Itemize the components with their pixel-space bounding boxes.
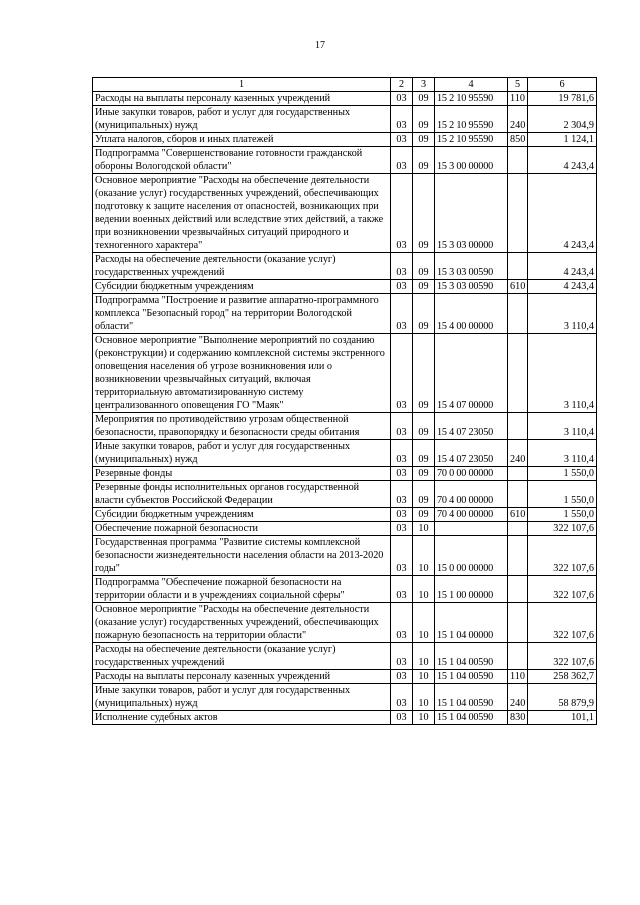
row-name-cell: Исполнение судебных актов	[93, 711, 391, 725]
row-subsection-cell: 09	[413, 294, 435, 334]
row-name-cell: Государственная программа "Развитие системы комплексной безопасности жизнедеятельности населения области на 2013-2020 годы"	[93, 536, 391, 576]
row-target-article-cell: 15 3 03 00590	[435, 253, 508, 280]
column-header-name: 1	[93, 78, 391, 92]
row-expense-type-cell: 610	[508, 280, 528, 294]
row-amount-cell: 322 107,6	[528, 576, 597, 603]
row-target-article-cell: 15 0 00 00000	[435, 536, 508, 576]
row-target-article-cell: 15 1 04 00590	[435, 643, 508, 670]
row-subsection-cell: 09	[413, 413, 435, 440]
row-subsection-cell: 10	[413, 603, 435, 643]
row-target-article-cell: 15 1 04 00590	[435, 711, 508, 725]
row-subsection-cell: 09	[413, 467, 435, 481]
row-name-cell: Мероприятия по противодействию угрозам общественной безопасности, правопорядку и безопасности среды обитания	[93, 413, 391, 440]
row-section-cell: 03	[391, 508, 413, 522]
row-expense-type-cell: 110	[508, 670, 528, 684]
row-section-cell: 03	[391, 413, 413, 440]
row-expense-type-cell	[508, 147, 528, 174]
row-section-cell: 03	[391, 603, 413, 643]
row-section-cell: 03	[391, 133, 413, 147]
row-expense-type-cell: 240	[508, 106, 528, 133]
row-amount-cell: 1 550,0	[528, 508, 597, 522]
row-target-article-cell: 70 4 00 00000	[435, 508, 508, 522]
row-name-cell: Расходы на обеспечение деятельности (оказание услуг) государственных учреждений	[93, 643, 391, 670]
table-row	[93, 508, 597, 522]
row-subsection-cell: 09	[413, 133, 435, 147]
row-expense-type-cell	[508, 294, 528, 334]
row-expense-type-cell	[508, 536, 528, 576]
row-subsection-cell: 09	[413, 253, 435, 280]
table-row	[93, 147, 597, 174]
row-amount-cell: 322 107,6	[528, 522, 597, 536]
row-name-cell: Расходы на выплаты персоналу казенных учреждений	[93, 670, 391, 684]
row-amount-cell: 4 243,4	[528, 174, 597, 253]
row-expense-type-cell: 240	[508, 440, 528, 467]
column-header-amount: 6	[528, 78, 597, 92]
row-expense-type-cell	[508, 643, 528, 670]
row-name-cell: Основное мероприятие "Расходы на обеспечение деятельности (оказание услуг) государственных учреждений, обеспечивающих пожарную безопасность на территории области"	[93, 603, 391, 643]
row-target-article-cell: 70 0 00 00000	[435, 467, 508, 481]
column-header-section: 2	[391, 78, 413, 92]
table-row	[93, 603, 597, 643]
row-amount-cell: 322 107,6	[528, 536, 597, 576]
table-row	[93, 481, 597, 508]
row-target-article-cell: 15 3 00 00000	[435, 147, 508, 174]
row-name-cell: Подпрограмма "Построение и развитие аппаратно-программного комплекса "Безопасный город" на территории Вологодской области"	[93, 294, 391, 334]
row-target-article-cell: 15 1 04 00590	[435, 670, 508, 684]
row-section-cell: 03	[391, 334, 413, 413]
table-row	[93, 413, 597, 440]
row-subsection-cell: 09	[413, 481, 435, 508]
column-header-subsection: 3	[413, 78, 435, 92]
table-row	[93, 522, 597, 536]
row-expense-type-cell: 240	[508, 684, 528, 711]
row-name-cell: Подпрограмма "Обеспечение пожарной безопасности на территории области и в учреждениях социальной сферы"	[93, 576, 391, 603]
row-target-article-cell: 15 2 10 95590	[435, 92, 508, 106]
row-section-cell: 03	[391, 711, 413, 725]
row-name-cell: Расходы на выплаты персоналу казенных учреждений	[93, 92, 391, 106]
row-amount-cell: 3 110,4	[528, 440, 597, 467]
row-amount-cell: 1 550,0	[528, 467, 597, 481]
row-expense-type-cell	[508, 334, 528, 413]
table-row	[93, 133, 597, 147]
row-subsection-cell: 09	[413, 334, 435, 413]
table-row	[93, 440, 597, 467]
table-row	[93, 92, 597, 106]
row-subsection-cell: 09	[413, 174, 435, 253]
row-subsection-cell: 10	[413, 536, 435, 576]
row-name-cell: Расходы на обеспечение деятельности (оказание услуг) государственных учреждений	[93, 253, 391, 280]
row-target-article-cell: 15 3 03 00590	[435, 280, 508, 294]
row-amount-cell: 3 110,4	[528, 334, 597, 413]
row-section-cell: 03	[391, 522, 413, 536]
row-section-cell: 03	[391, 106, 413, 133]
row-expense-type-cell: 830	[508, 711, 528, 725]
column-header-expense-type: 5	[508, 78, 528, 92]
row-section-cell: 03	[391, 174, 413, 253]
row-name-cell: Обеспечение пожарной безопасности	[93, 522, 391, 536]
row-target-article-cell: 15 4 07 23050	[435, 440, 508, 467]
row-amount-cell: 4 243,4	[528, 280, 597, 294]
row-subsection-cell: 10	[413, 576, 435, 603]
header-row	[93, 78, 597, 92]
row-name-cell: Уплата налогов, сборов и иных платежей	[93, 133, 391, 147]
row-amount-cell: 1 124,1	[528, 133, 597, 147]
row-amount-cell: 4 243,4	[528, 253, 597, 280]
table-row	[93, 467, 597, 481]
row-section-cell: 03	[391, 536, 413, 576]
row-subsection-cell: 09	[413, 106, 435, 133]
table-row	[93, 711, 597, 725]
row-target-article-cell: 15 2 10 95590	[435, 106, 508, 133]
row-target-article-cell: 15 1 00 00000	[435, 576, 508, 603]
row-name-cell: Основное мероприятие "Выполнение мероприятий по созданию (реконструкции) и содержанию комплексной системы экстренного оповещения населения об угрозе возникновения или о возникновении чрезвычайных ситуаций, включая территориальную автоматизированную систему централизованного оповещения ГО "Маяк"	[93, 334, 391, 413]
row-amount-cell: 3 110,4	[528, 294, 597, 334]
row-amount-cell: 322 107,6	[528, 643, 597, 670]
table-row	[93, 684, 597, 711]
row-subsection-cell: 09	[413, 508, 435, 522]
row-amount-cell: 258 362,7	[528, 670, 597, 684]
table-row	[93, 536, 597, 576]
row-section-cell: 03	[391, 643, 413, 670]
table-row	[93, 643, 597, 670]
row-name-cell: Иные закупки товаров, работ и услуг для государственных (муниципальных) нужд	[93, 106, 391, 133]
row-amount-cell: 2 304,9	[528, 106, 597, 133]
row-section-cell: 03	[391, 440, 413, 467]
row-target-article-cell: 15 4 00 00000	[435, 294, 508, 334]
row-subsection-cell: 09	[413, 92, 435, 106]
row-expense-type-cell	[508, 253, 528, 280]
row-expense-type-cell: 110	[508, 92, 528, 106]
row-amount-cell: 58 879,9	[528, 684, 597, 711]
row-amount-cell: 1 550,0	[528, 481, 597, 508]
row-target-article-cell: 15 1 04 00000	[435, 603, 508, 643]
row-expense-type-cell	[508, 576, 528, 603]
row-name-cell: Основное мероприятие "Расходы на обеспечение деятельности (оказание услуг) государственных учреждений, обеспечивающих подготовку к защите населения от опасностей, возникающих при ведении военных действий или вследствие этих действий, а также при возникновении чрезвычайных ситуаций природного и техногенного характера"	[93, 174, 391, 253]
table-row	[93, 670, 597, 684]
row-amount-cell: 3 110,4	[528, 413, 597, 440]
budget-table	[92, 77, 597, 725]
row-section-cell: 03	[391, 253, 413, 280]
row-subsection-cell: 10	[413, 670, 435, 684]
row-expense-type-cell	[508, 522, 528, 536]
row-section-cell: 03	[391, 294, 413, 334]
row-section-cell: 03	[391, 280, 413, 294]
row-expense-type-cell	[508, 467, 528, 481]
row-target-article-cell: 15 4 07 23050	[435, 413, 508, 440]
row-section-cell: 03	[391, 467, 413, 481]
table-row	[93, 334, 597, 413]
table-row	[93, 576, 597, 603]
table-row	[93, 174, 597, 253]
row-expense-type-cell	[508, 481, 528, 508]
row-amount-cell: 4 243,4	[528, 147, 597, 174]
table-row	[93, 253, 597, 280]
row-section-cell: 03	[391, 576, 413, 603]
row-target-article-cell: 15 4 07 00000	[435, 334, 508, 413]
row-subsection-cell: 09	[413, 147, 435, 174]
row-section-cell: 03	[391, 670, 413, 684]
row-amount-cell: 101,1	[528, 711, 597, 725]
table-row	[93, 280, 597, 294]
row-target-article-cell: 15 1 04 00590	[435, 684, 508, 711]
row-section-cell: 03	[391, 481, 413, 508]
table-row	[93, 106, 597, 133]
page-number: 17	[315, 40, 325, 51]
row-target-article-cell	[435, 522, 508, 536]
row-expense-type-cell	[508, 603, 528, 643]
row-target-article-cell: 70 4 00 00000	[435, 481, 508, 508]
table-body	[93, 92, 597, 725]
row-expense-type-cell: 850	[508, 133, 528, 147]
row-subsection-cell: 10	[413, 684, 435, 711]
row-amount-cell: 322 107,6	[528, 603, 597, 643]
row-expense-type-cell	[508, 174, 528, 253]
row-section-cell: 03	[391, 92, 413, 106]
row-target-article-cell: 15 3 03 00000	[435, 174, 508, 253]
row-name-cell: Иные закупки товаров, работ и услуг для государственных (муниципальных) нужд	[93, 684, 391, 711]
row-subsection-cell: 09	[413, 280, 435, 294]
row-section-cell: 03	[391, 684, 413, 711]
row-subsection-cell: 09	[413, 440, 435, 467]
row-subsection-cell: 10	[413, 711, 435, 725]
row-expense-type-cell	[508, 413, 528, 440]
row-name-cell: Иные закупки товаров, работ и услуг для государственных (муниципальных) нужд	[93, 440, 391, 467]
row-subsection-cell: 10	[413, 522, 435, 536]
row-name-cell: Резервные фонды исполнительных органов государственной власти субъектов Российской Федерации	[93, 481, 391, 508]
row-name-cell: Субсидии бюджетным учреждениям	[93, 280, 391, 294]
row-target-article-cell: 15 2 10 95590	[435, 133, 508, 147]
row-section-cell: 03	[391, 147, 413, 174]
table-row	[93, 294, 597, 334]
row-amount-cell: 19 781,6	[528, 92, 597, 106]
row-subsection-cell: 10	[413, 643, 435, 670]
column-header-target-article: 4	[435, 78, 508, 92]
row-expense-type-cell: 610	[508, 508, 528, 522]
row-name-cell: Подпрограмма "Совершенствование готовности гражданской обороны Вологодской области"	[93, 147, 391, 174]
row-name-cell: Резервные фонды	[93, 467, 391, 481]
row-name-cell: Субсидии бюджетным учреждениям	[93, 508, 391, 522]
